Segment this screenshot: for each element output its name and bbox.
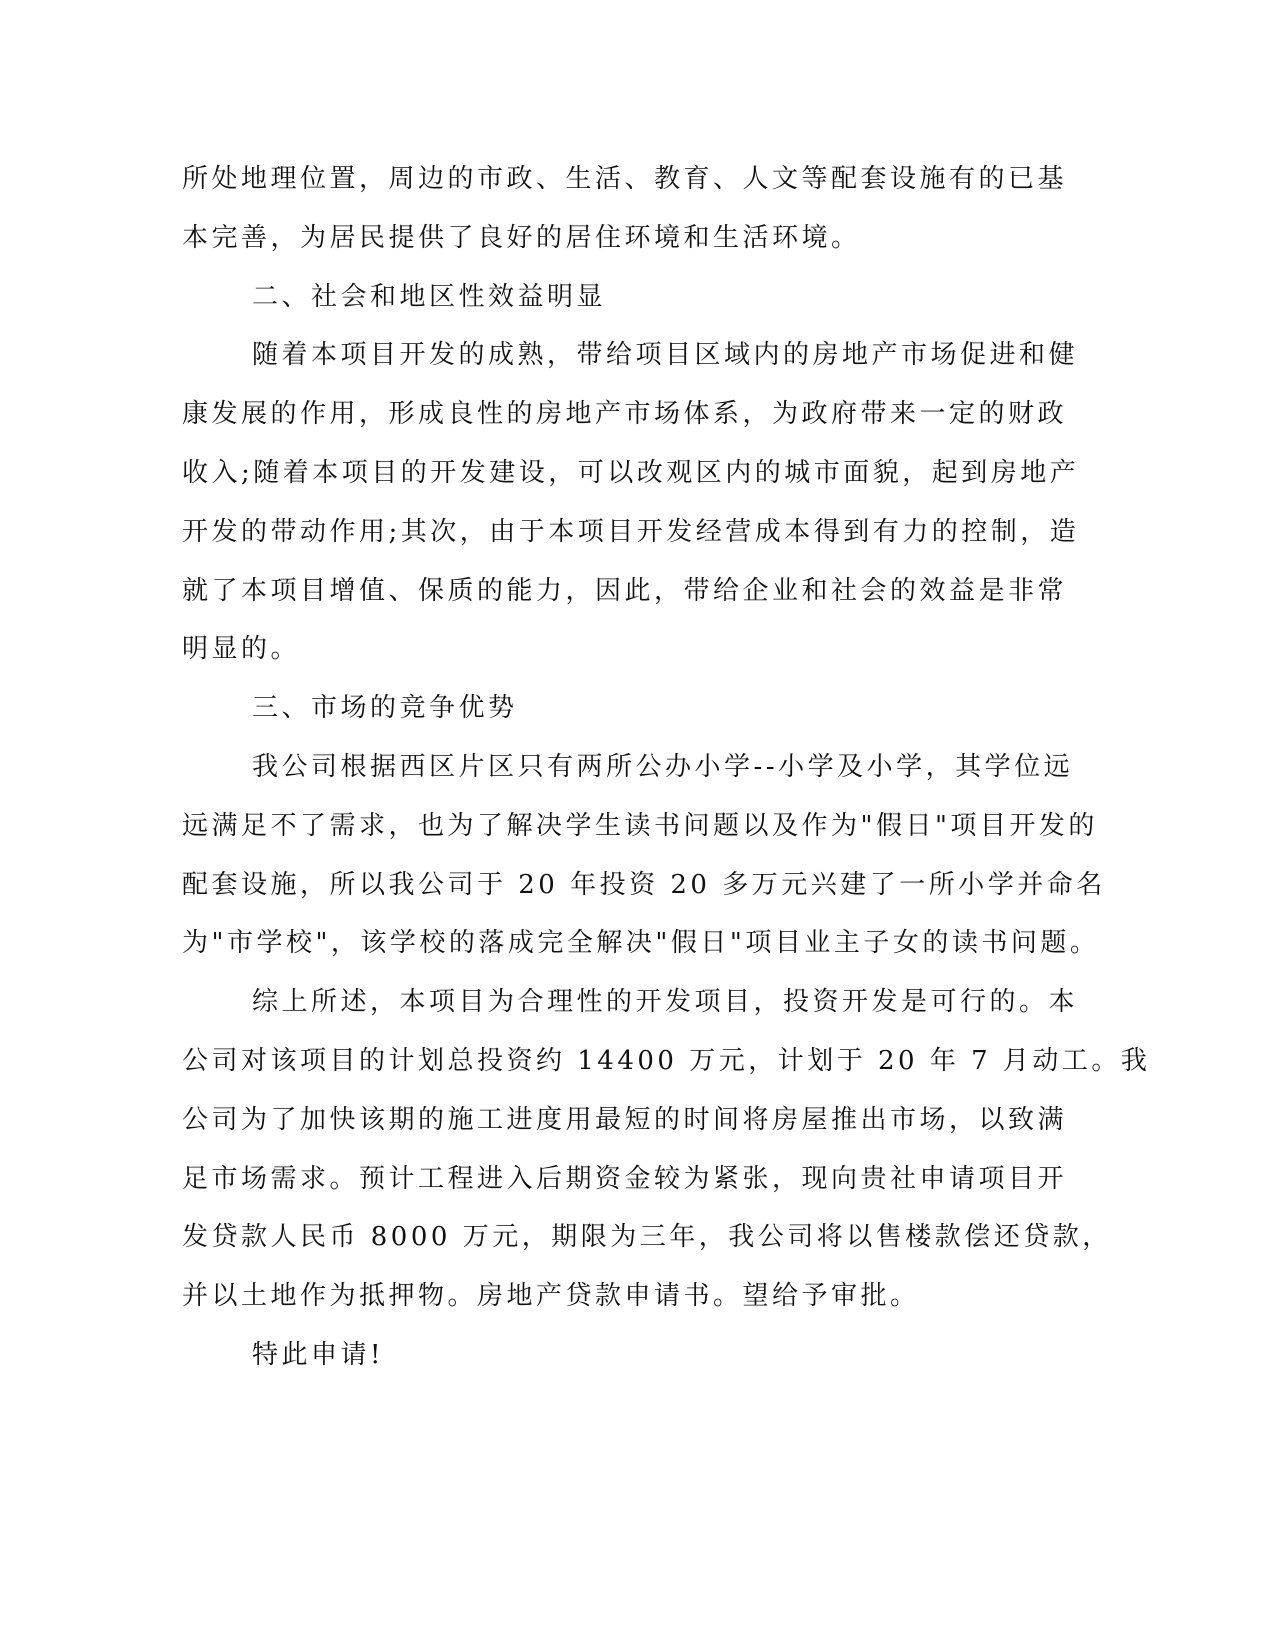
text-line: 开发的带动作用;其次，由于本项目开发经营成本得到有力的控制，造 — [182, 516, 1080, 547]
text-line: 远满足不了需求，也为了解决学生读书问题以及作为"假日"项目开发的 — [182, 810, 1098, 841]
text-line: 本完善，为居民提供了良好的居住环境和生活环境。 — [182, 222, 861, 253]
document-body — [182, 150, 1151, 1385]
text-line: 康发展的作用，形成良性的房地产市场体系，为政府带来一定的财政 — [182, 399, 1068, 430]
text-line: 发贷款人民币 8000 万元，期限为三年，我公司将以售楼款偿还贷款， — [182, 1222, 1112, 1253]
section-heading: 三、市场的竞争优势 — [252, 693, 518, 724]
text-line: 明显的。 — [182, 634, 301, 665]
paragraph-start: 综上所述，本项目为合理性的开发项目，投资开发是可行的。本 — [252, 987, 1079, 1018]
text-line: 配套设施，所以我公司于 20 年投资 20 多万元兴建了一所小学并命名 — [182, 869, 1106, 900]
text-line: 公司为了加快该期的施工进度用最短的时间将房屋推出市场，以致满 — [182, 1104, 1068, 1135]
text-line: 收入;随着本项目的开发建设，可以改观区内的城市面貌，起到房地产 — [182, 457, 1080, 488]
paragraph-start: 随着本项目开发的成熟，带给项目区域内的房地产市场促进和健 — [252, 340, 1079, 371]
section-heading: 二、社会和地区性效益明显 — [252, 281, 607, 312]
paragraph-start: 我公司根据西区片区只有两所公办小学--小学及小学，其学位远 — [252, 751, 1074, 782]
closing-line: 特此申请! — [252, 1339, 384, 1370]
text-line: 为"市学校"，该学校的落成完全解决"假日"项目业主子女的读书问题。 — [182, 928, 1100, 959]
text-line: 公司对该项目的计划总投资约 14400 万元，计划于 20 年 7 月动工。我 — [182, 1045, 1151, 1076]
text-line: 并以土地作为抵押物。房地产贷款申请书。望给予审批。 — [182, 1281, 920, 1312]
text-line: 就了本项目增值、保质的能力，因此，带给企业和社会的效益是非常 — [182, 575, 1068, 606]
text-line: 足市场需求。预计工程进入后期资金较为紧张，现向贵社申请项目开 — [182, 1163, 1068, 1194]
text-line: 所处地理位置，周边的市政、生活、教育、人文等配套设施有的已基 — [182, 164, 1068, 194]
